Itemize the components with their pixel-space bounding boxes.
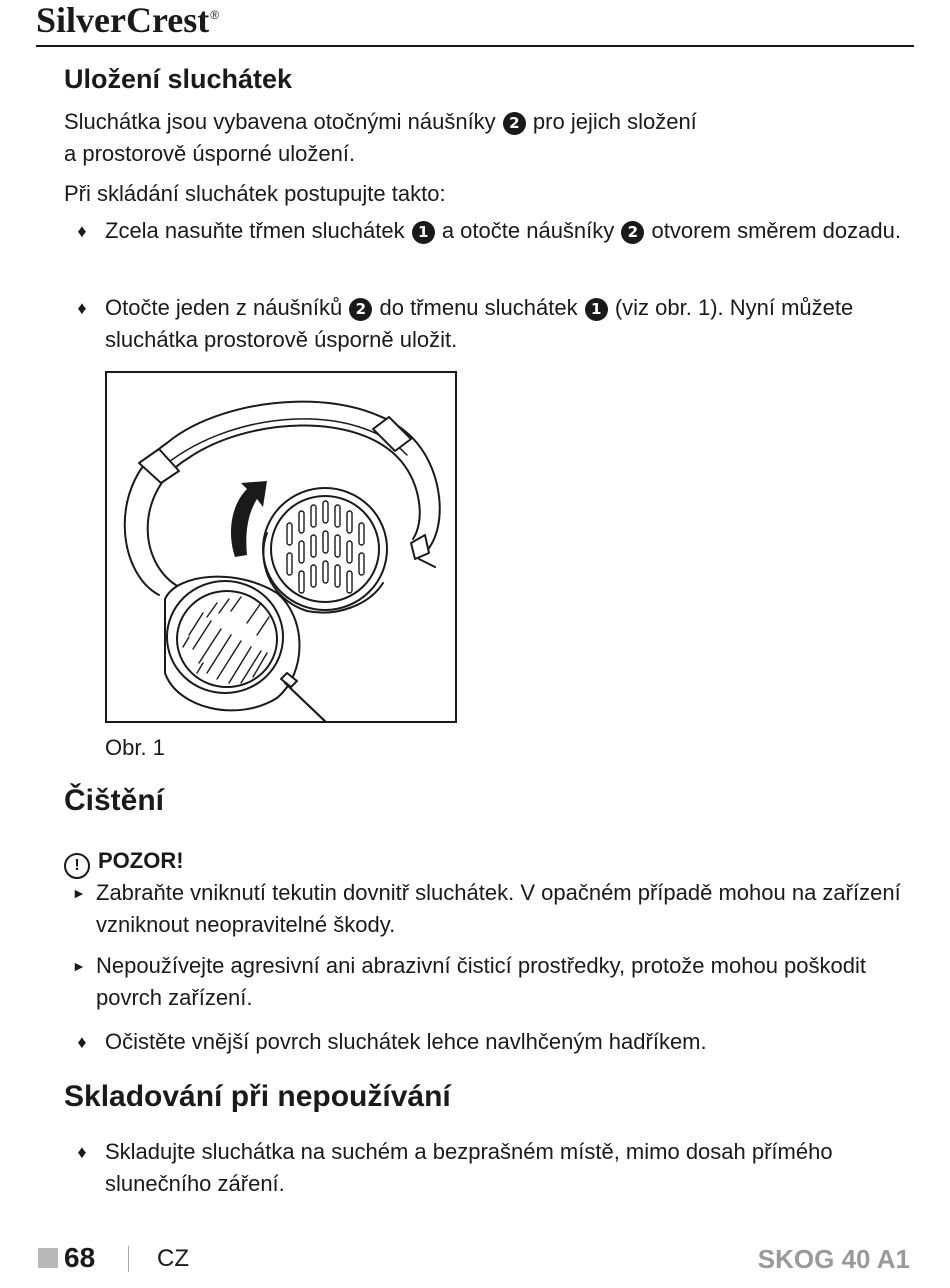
section-title-storage: Uložení sluchátek xyxy=(64,64,293,94)
part-number-badge: 1 xyxy=(585,298,608,321)
warning-label: POZOR! xyxy=(98,848,184,873)
diamond-bullet-icon: ♦ xyxy=(77,221,87,241)
headphones-illustration xyxy=(107,373,455,721)
footer-divider xyxy=(128,1246,129,1272)
list-item: ♦ Otočte jeden z náušníků 2 do třmenu sluchátek 1 (viz obr. 1). Nyní můžete sluchátka prostorově úsporně uložit. xyxy=(72,292,902,356)
diamond-bullet-icon: ♦ xyxy=(77,298,87,318)
model-number: SKOG 40 A1 xyxy=(757,1244,910,1274)
figure-headphones xyxy=(105,371,457,723)
warning-heading xyxy=(64,846,184,879)
brand-name: SilverCrest xyxy=(36,0,210,40)
footer-square-icon xyxy=(38,1248,58,1268)
list-item: ► Nepoužívejte agresivní ani abrazivní čisticí prostředky, protože mohou poškodit povrch zařízení. xyxy=(72,950,902,1014)
steps-intro: Při skládání sluchátek postupujte takto: xyxy=(64,181,446,206)
list-item: ♦ Očistěte vnější povrch sluchátek lehce navlhčeným hadříkem. xyxy=(72,1026,902,1058)
warning-icon: ! xyxy=(64,853,90,879)
page-number: 68 xyxy=(64,1242,96,1273)
part-number-badge: 2 xyxy=(349,298,372,321)
part-number-badge: 2 xyxy=(621,221,644,244)
header-divider xyxy=(36,45,914,47)
language-code: CZ xyxy=(157,1245,189,1272)
list-item: ► Zabraňte vniknutí tekutin dovnitř sluchátek. V opačném případě mohou na zařízení vzniknout neopravitelné škody. xyxy=(72,877,902,941)
arrow-bullet-icon: ► xyxy=(72,885,86,901)
section-title-cleaning: Čištění xyxy=(64,784,165,817)
diamond-bullet-icon: ♦ xyxy=(77,1032,87,1052)
figure-caption: Obr. 1 xyxy=(105,735,165,760)
part-number-badge: 1 xyxy=(412,221,435,244)
list-item: ♦ Skladujte sluchátka na suchém a bezprašném místě, mimo dosah přímého slunečního záření. xyxy=(72,1136,902,1200)
brand-logo xyxy=(36,0,219,40)
section-title-nonuse: Skladování při nepoužívání xyxy=(64,1080,451,1113)
registered-mark: ® xyxy=(210,8,220,22)
intro-paragraph: Sluchátka jsou vybavena otočnými náušníky 2 pro jejich složení a prostorově úsporné uložení. xyxy=(64,109,697,166)
arrow-bullet-icon: ► xyxy=(72,958,86,974)
part-number-badge: 2 xyxy=(503,112,526,135)
list-item: ♦ Zcela nasuňte třmen sluchátek 1 a otočte náušníky 2 otvorem směrem dozadu. xyxy=(72,215,902,247)
diamond-bullet-icon: ♦ xyxy=(77,1142,87,1162)
